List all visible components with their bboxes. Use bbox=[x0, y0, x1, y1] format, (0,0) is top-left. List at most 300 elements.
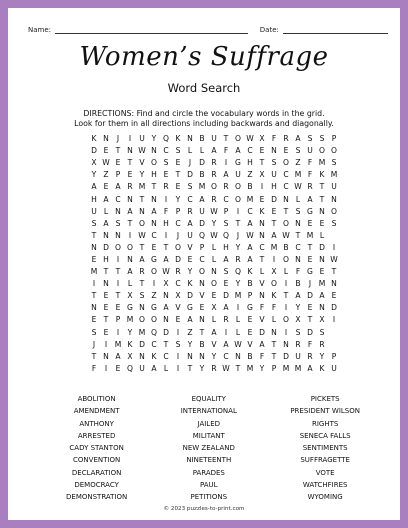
grid-letter[interactable]: I bbox=[116, 279, 120, 289]
grid-letter[interactable]: Y bbox=[91, 170, 97, 180]
grid-letter[interactable]: S bbox=[175, 339, 181, 349]
grid-letter[interactable]: S bbox=[163, 158, 169, 168]
grid-letter[interactable]: E bbox=[115, 158, 121, 168]
grid-letter[interactable]: S bbox=[319, 134, 325, 144]
grid-letter[interactable]: W bbox=[246, 230, 254, 240]
grid-letter[interactable]: R bbox=[139, 267, 145, 277]
grid-letter[interactable]: K bbox=[259, 206, 265, 216]
grid-letter[interactable]: M bbox=[294, 170, 302, 180]
grid-letter[interactable]: E bbox=[115, 303, 121, 313]
grid-letter[interactable]: P bbox=[115, 170, 121, 180]
grid-letter[interactable]: T bbox=[163, 242, 169, 252]
grid-letter[interactable]: Q bbox=[235, 267, 241, 277]
grid-letter[interactable]: S bbox=[331, 218, 337, 228]
grid-letter[interactable]: N bbox=[199, 351, 205, 361]
grid-letter[interactable]: T bbox=[307, 315, 313, 325]
grid-letter[interactable]: M bbox=[126, 315, 134, 325]
grid-letter[interactable]: T bbox=[319, 182, 325, 192]
grid-letter[interactable]: T bbox=[127, 158, 133, 168]
grid-letter[interactable]: P bbox=[247, 291, 253, 301]
grid-letter[interactable]: I bbox=[284, 327, 288, 337]
grid-letter[interactable]: T bbox=[175, 170, 181, 180]
grid-letter[interactable]: Y bbox=[175, 194, 181, 204]
grid-letter[interactable]: F bbox=[295, 267, 301, 277]
grid-letter[interactable]: I bbox=[116, 254, 120, 264]
grid-letter[interactable]: U bbox=[211, 134, 217, 144]
grid-letter[interactable]: N bbox=[259, 291, 265, 301]
grid-letter[interactable]: E bbox=[247, 327, 253, 337]
grid-letter[interactable]: O bbox=[127, 242, 133, 252]
grid-letter[interactable]: N bbox=[331, 194, 337, 204]
grid-letter[interactable]: O bbox=[283, 315, 289, 325]
grid-letter[interactable]: O bbox=[331, 146, 337, 156]
grid-letter[interactable]: T bbox=[91, 230, 97, 240]
grid-letter[interactable]: F bbox=[223, 146, 229, 156]
grid-letter[interactable]: F bbox=[259, 351, 265, 361]
grid-letter[interactable]: T bbox=[271, 339, 277, 349]
grid-letter[interactable]: N bbox=[199, 315, 205, 325]
grid-letter[interactable]: T bbox=[115, 291, 121, 301]
grid-letter[interactable]: Q bbox=[199, 230, 205, 240]
grid-letter[interactable]: F bbox=[163, 206, 169, 216]
grid-letter[interactable]: N bbox=[91, 303, 97, 313]
grid-letter[interactable]: I bbox=[164, 230, 168, 240]
grid-letter[interactable]: R bbox=[223, 315, 229, 325]
grid-letter[interactable]: L bbox=[127, 279, 133, 289]
grid-letter[interactable]: S bbox=[295, 146, 301, 156]
grid-letter[interactable]: L bbox=[211, 315, 217, 325]
grid-letter[interactable]: A bbox=[271, 230, 277, 240]
grid-letter[interactable]: C bbox=[163, 351, 169, 361]
grid-letter[interactable]: W bbox=[330, 254, 338, 264]
grid-letter[interactable]: F bbox=[307, 158, 313, 168]
grid-letter[interactable]: E bbox=[187, 254, 193, 264]
grid-letter[interactable]: G bbox=[127, 303, 133, 313]
grid-letter[interactable]: R bbox=[127, 182, 133, 192]
grid-letter[interactable]: N bbox=[139, 303, 145, 313]
grid-letter[interactable]: E bbox=[259, 194, 265, 204]
grid-letter[interactable]: O bbox=[283, 158, 289, 168]
grid-letter[interactable]: I bbox=[224, 327, 228, 337]
grid-letter[interactable]: V bbox=[175, 303, 181, 313]
grid-letter[interactable]: U bbox=[139, 134, 145, 144]
grid-letter[interactable]: G bbox=[247, 303, 253, 313]
grid-letter[interactable]: D bbox=[259, 327, 265, 337]
grid-letter[interactable]: O bbox=[151, 158, 157, 168]
grid-letter[interactable]: E bbox=[307, 254, 313, 264]
grid-letter[interactable]: N bbox=[91, 242, 97, 252]
grid-letter[interactable]: N bbox=[103, 351, 109, 361]
grid-letter[interactable]: H bbox=[103, 254, 109, 264]
grid-letter[interactable]: S bbox=[175, 146, 181, 156]
grid-letter[interactable]: N bbox=[163, 315, 169, 325]
grid-letter[interactable]: I bbox=[152, 279, 156, 289]
grid-letter[interactable]: R bbox=[211, 363, 217, 373]
grid-letter[interactable]: P bbox=[271, 363, 277, 373]
grid-letter[interactable]: F bbox=[91, 363, 97, 373]
grid-letter[interactable]: I bbox=[176, 363, 180, 373]
grid-letter[interactable]: Z bbox=[103, 170, 109, 180]
grid-letter[interactable]: I bbox=[104, 339, 108, 349]
grid-letter[interactable]: B bbox=[199, 339, 205, 349]
grid-letter[interactable]: O bbox=[271, 279, 277, 289]
grid-letter[interactable]: V bbox=[211, 339, 217, 349]
grid-letter[interactable]: A bbox=[235, 146, 241, 156]
grid-letter[interactable]: E bbox=[319, 267, 325, 277]
grid-letter[interactable]: X bbox=[259, 170, 265, 180]
grid-letter[interactable]: L bbox=[211, 254, 217, 264]
grid-letter[interactable]: D bbox=[307, 291, 313, 301]
grid-letter[interactable]: Y bbox=[295, 303, 301, 313]
grid-letter[interactable]: M bbox=[246, 194, 254, 204]
grid-letter[interactable]: K bbox=[319, 170, 325, 180]
grid-letter[interactable]: I bbox=[176, 351, 180, 361]
grid-letter[interactable]: X bbox=[175, 291, 181, 301]
grid-letter[interactable]: W bbox=[234, 339, 242, 349]
grid-letter[interactable]: N bbox=[151, 146, 157, 156]
grid-letter[interactable]: N bbox=[295, 254, 301, 264]
grid-letter[interactable]: N bbox=[319, 303, 325, 313]
grid-letter[interactable]: S bbox=[295, 327, 301, 337]
grid-letter[interactable]: T bbox=[271, 351, 277, 361]
grid-letter[interactable]: Y bbox=[235, 279, 241, 289]
grid-letter[interactable]: A bbox=[307, 194, 313, 204]
grid-letter[interactable]: E bbox=[103, 303, 109, 313]
grid-letter[interactable]: T bbox=[103, 315, 109, 325]
grid-letter[interactable]: S bbox=[139, 291, 145, 301]
grid-letter[interactable]: L bbox=[259, 267, 265, 277]
grid-letter[interactable]: D bbox=[283, 351, 289, 361]
grid-letter[interactable]: N bbox=[151, 218, 157, 228]
grid-letter[interactable]: A bbox=[247, 218, 253, 228]
grid-letter[interactable]: T bbox=[187, 363, 193, 373]
grid-letter[interactable]: V bbox=[259, 279, 265, 289]
grid-letter[interactable]: A bbox=[151, 363, 157, 373]
grid-letter[interactable]: I bbox=[176, 327, 180, 337]
grid-letter[interactable]: G bbox=[151, 303, 157, 313]
grid-letter[interactable]: N bbox=[331, 279, 337, 289]
grid-letter[interactable]: D bbox=[187, 291, 193, 301]
grid-letter[interactable]: W bbox=[138, 146, 146, 156]
grid-letter[interactable]: T bbox=[235, 218, 241, 228]
grid-letter[interactable]: J bbox=[116, 134, 120, 144]
grid-letter[interactable]: X bbox=[127, 351, 133, 361]
grid-letter[interactable]: P bbox=[115, 315, 121, 325]
grid-letter[interactable]: R bbox=[187, 206, 193, 216]
grid-letter[interactable]: T bbox=[319, 194, 325, 204]
grid-letter[interactable]: V bbox=[199, 291, 205, 301]
grid-letter[interactable]: M bbox=[270, 242, 278, 252]
grid-letter[interactable]: P bbox=[199, 242, 205, 252]
grid-letter[interactable]: U bbox=[91, 206, 97, 216]
grid-letter[interactable]: D bbox=[307, 327, 313, 337]
grid-letter[interactable]: A bbox=[223, 170, 229, 180]
grid-letter[interactable]: Y bbox=[127, 327, 133, 337]
grid-letter[interactable]: Y bbox=[151, 134, 157, 144]
grid-letter[interactable]: N bbox=[103, 134, 109, 144]
grid-letter[interactable]: U bbox=[235, 170, 241, 180]
grid-letter[interactable]: E bbox=[283, 146, 289, 156]
grid-letter[interactable]: L bbox=[187, 146, 193, 156]
grid-letter[interactable]: M bbox=[234, 291, 242, 301]
grid-letter[interactable]: M bbox=[138, 182, 146, 192]
grid-letter[interactable]: E bbox=[199, 303, 205, 313]
grid-letter[interactable]: U bbox=[271, 170, 277, 180]
grid-letter[interactable]: Y bbox=[211, 351, 217, 361]
grid-letter[interactable]: O bbox=[319, 146, 325, 156]
grid-letter[interactable]: I bbox=[128, 230, 132, 240]
grid-letter[interactable]: O bbox=[199, 267, 205, 277]
grid-letter[interactable]: Y bbox=[187, 339, 193, 349]
grid-letter[interactable]: H bbox=[223, 242, 229, 252]
grid-letter[interactable]: E bbox=[247, 315, 253, 325]
grid-letter[interactable]: T bbox=[295, 230, 301, 240]
grid-letter[interactable]: A bbox=[247, 254, 253, 264]
grid-letter[interactable]: A bbox=[295, 291, 301, 301]
grid-letter[interactable]: I bbox=[104, 363, 108, 373]
grid-letter[interactable]: K bbox=[247, 267, 253, 277]
grid-letter[interactable]: O bbox=[151, 315, 157, 325]
grid-letter[interactable]: D bbox=[319, 242, 325, 252]
grid-letter[interactable]: A bbox=[91, 182, 97, 192]
grid-letter[interactable]: R bbox=[295, 339, 301, 349]
grid-letter[interactable]: N bbox=[295, 218, 301, 228]
grid-letter[interactable]: X bbox=[91, 158, 97, 168]
grid-letter[interactable]: E bbox=[103, 291, 109, 301]
grid-letter[interactable]: W bbox=[246, 134, 254, 144]
grid-letter[interactable]: O bbox=[115, 242, 121, 252]
grid-letter[interactable]: N bbox=[199, 279, 205, 289]
grid-letter[interactable]: E bbox=[319, 218, 325, 228]
grid-letter[interactable]: I bbox=[236, 303, 240, 313]
grid-letter[interactable]: E bbox=[151, 242, 157, 252]
grid-letter[interactable]: L bbox=[271, 315, 277, 325]
grid-letter[interactable]: O bbox=[235, 182, 241, 192]
grid-letter[interactable]: I bbox=[236, 206, 240, 216]
grid-letter[interactable]: T bbox=[103, 267, 109, 277]
grid-letter[interactable]: A bbox=[151, 206, 157, 216]
grid-letter[interactable]: N bbox=[127, 194, 133, 204]
grid-letter[interactable]: Z bbox=[295, 158, 301, 168]
grid-letter[interactable]: U bbox=[331, 182, 337, 192]
grid-letter[interactable]: R bbox=[211, 158, 217, 168]
grid-letter[interactable]: L bbox=[235, 327, 241, 337]
grid-letter[interactable]: C bbox=[151, 230, 157, 240]
grid-letter[interactable]: E bbox=[223, 279, 229, 289]
grid-letter[interactable]: R bbox=[223, 182, 229, 192]
grid-letter[interactable]: N bbox=[187, 134, 193, 144]
grid-letter[interactable]: D bbox=[331, 303, 337, 313]
grid-letter[interactable]: F bbox=[307, 170, 313, 180]
grid-letter[interactable]: H bbox=[91, 194, 97, 204]
grid-letter[interactable]: E bbox=[259, 146, 265, 156]
grid-letter[interactable]: N bbox=[211, 267, 217, 277]
grid-letter[interactable]: G bbox=[151, 254, 157, 264]
grid-letter[interactable]: R bbox=[283, 134, 289, 144]
grid-letter[interactable]: B bbox=[247, 279, 253, 289]
grid-letter[interactable]: T bbox=[235, 363, 241, 373]
grid-letter[interactable]: Y bbox=[259, 363, 265, 373]
grid-letter[interactable]: Y bbox=[211, 218, 217, 228]
grid-letter[interactable]: V bbox=[187, 242, 193, 252]
grid-letter[interactable]: M bbox=[318, 158, 326, 168]
grid-letter[interactable]: I bbox=[224, 158, 228, 168]
grid-letter[interactable]: N bbox=[127, 146, 133, 156]
grid-letter[interactable]: K bbox=[127, 339, 133, 349]
grid-letter[interactable]: E bbox=[163, 170, 169, 180]
grid-letter[interactable]: D bbox=[199, 218, 205, 228]
grid-letter[interactable]: T bbox=[91, 351, 97, 361]
grid-letter[interactable]: W bbox=[162, 267, 170, 277]
grid-letter[interactable]: N bbox=[151, 194, 157, 204]
grid-letter[interactable]: N bbox=[163, 291, 169, 301]
grid-letter[interactable]: E bbox=[91, 315, 97, 325]
grid-letter[interactable]: A bbox=[115, 351, 121, 361]
grid-letter[interactable]: X bbox=[211, 303, 217, 313]
grid-letter[interactable]: A bbox=[103, 194, 109, 204]
grid-letter[interactable]: N bbox=[319, 206, 325, 216]
grid-letter[interactable]: M bbox=[318, 279, 326, 289]
grid-letter[interactable]: K bbox=[187, 279, 193, 289]
grid-letter[interactable]: D bbox=[199, 158, 205, 168]
grid-letter[interactable]: S bbox=[223, 267, 229, 277]
grid-letter[interactable]: D bbox=[271, 194, 277, 204]
grid-letter[interactable]: E bbox=[211, 291, 217, 301]
grid-letter[interactable]: P bbox=[331, 134, 337, 144]
grid-letter[interactable]: C bbox=[163, 146, 169, 156]
grid-letter[interactable]: O bbox=[151, 267, 157, 277]
grid-letter[interactable]: O bbox=[139, 218, 145, 228]
grid-letter[interactable]: Y bbox=[139, 170, 145, 180]
grid-letter[interactable]: E bbox=[103, 327, 109, 337]
grid-letter[interactable]: L bbox=[283, 267, 289, 277]
grid-letter[interactable]: A bbox=[199, 194, 205, 204]
grid-letter[interactable]: K bbox=[91, 134, 97, 144]
grid-letter[interactable]: A bbox=[223, 339, 229, 349]
grid-letter[interactable]: S bbox=[223, 218, 229, 228]
grid-letter[interactable]: I bbox=[272, 254, 276, 264]
grid-letter[interactable]: T bbox=[307, 242, 313, 252]
grid-letter[interactable]: E bbox=[175, 315, 181, 325]
grid-letter[interactable]: M bbox=[198, 182, 206, 192]
grid-letter[interactable]: S bbox=[331, 158, 337, 168]
grid-letter[interactable]: Z bbox=[187, 327, 193, 337]
grid-letter[interactable]: A bbox=[211, 327, 217, 337]
grid-letter[interactable]: N bbox=[283, 339, 289, 349]
grid-letter[interactable]: F bbox=[271, 134, 277, 144]
grid-letter[interactable]: T bbox=[283, 206, 289, 216]
grid-letter[interactable]: A bbox=[211, 146, 217, 156]
grid-letter[interactable]: W bbox=[282, 230, 290, 240]
grid-letter[interactable]: E bbox=[91, 254, 97, 264]
grid-letter[interactable]: H bbox=[163, 218, 169, 228]
grid-letter[interactable]: C bbox=[199, 254, 205, 264]
grid-letter[interactable]: T bbox=[115, 267, 121, 277]
grid-letter[interactable]: J bbox=[308, 279, 312, 289]
grid-letter[interactable]: N bbox=[187, 351, 193, 361]
grid-letter[interactable]: N bbox=[283, 194, 289, 204]
grid-letter[interactable]: E bbox=[175, 158, 181, 168]
grid-letter[interactable]: L bbox=[163, 363, 169, 373]
grid-letter[interactable]: R bbox=[235, 254, 241, 264]
grid-letter[interactable]: M bbox=[114, 339, 122, 349]
grid-letter[interactable]: X bbox=[127, 291, 133, 301]
grid-letter[interactable]: A bbox=[127, 267, 133, 277]
grid-letter[interactable]: R bbox=[211, 194, 217, 204]
grid-letter[interactable]: G bbox=[307, 206, 313, 216]
grid-letter[interactable]: D bbox=[91, 146, 97, 156]
grid-letter[interactable]: A bbox=[139, 254, 145, 264]
grid-letter[interactable]: I bbox=[128, 134, 132, 144]
grid-letter[interactable]: R bbox=[319, 339, 325, 349]
grid-letter[interactable]: E bbox=[307, 218, 313, 228]
grid-letter[interactable]: L bbox=[295, 194, 301, 204]
grid-letter[interactable]: E bbox=[103, 146, 109, 156]
grid-letter[interactable]: S bbox=[91, 218, 97, 228]
grid-letter[interactable]: Q bbox=[127, 363, 133, 373]
grid-letter[interactable]: C bbox=[151, 339, 157, 349]
grid-letter[interactable]: N bbox=[319, 254, 325, 264]
grid-letter[interactable]: R bbox=[163, 182, 169, 192]
grid-letter[interactable]: N bbox=[271, 327, 277, 337]
grid-letter[interactable]: A bbox=[163, 254, 169, 264]
grid-letter[interactable]: Q bbox=[163, 134, 169, 144]
grid-letter[interactable]: C bbox=[247, 206, 253, 216]
grid-letter[interactable]: Y bbox=[187, 267, 193, 277]
grid-letter[interactable]: J bbox=[188, 158, 192, 168]
grid-letter[interactable]: V bbox=[247, 339, 253, 349]
grid-letter[interactable]: L bbox=[319, 230, 325, 240]
grid-letter[interactable]: N bbox=[127, 254, 133, 264]
grid-letter[interactable]: K bbox=[151, 351, 157, 361]
grid-letter[interactable]: C bbox=[295, 242, 301, 252]
grid-letter[interactable]: W bbox=[210, 230, 218, 240]
grid-letter[interactable]: Y bbox=[319, 351, 325, 361]
grid-letter[interactable]: N bbox=[139, 206, 145, 216]
grid-letter[interactable]: W bbox=[210, 206, 218, 216]
grid-letter[interactable]: T bbox=[331, 267, 337, 277]
grid-letter[interactable]: S bbox=[271, 158, 277, 168]
grid-letter[interactable]: W bbox=[138, 230, 146, 240]
grid-letter[interactable]: C bbox=[247, 146, 253, 156]
grid-letter[interactable]: N bbox=[115, 230, 121, 240]
grid-letter[interactable]: U bbox=[331, 363, 337, 373]
grid-letter[interactable]: B bbox=[247, 182, 253, 192]
grid-letter[interactable]: A bbox=[163, 303, 169, 313]
grid-letter[interactable]: O bbox=[175, 242, 181, 252]
grid-letter[interactable]: T bbox=[259, 158, 265, 168]
grid-letter[interactable]: L bbox=[235, 315, 241, 325]
grid-letter[interactable]: D bbox=[223, 291, 229, 301]
grid-letter[interactable]: K bbox=[319, 363, 325, 373]
grid-letter[interactable]: E bbox=[115, 363, 121, 373]
grid-letter[interactable]: C bbox=[175, 218, 181, 228]
grid-letter[interactable]: O bbox=[235, 194, 241, 204]
grid-letter[interactable]: M bbox=[330, 170, 338, 180]
grid-letter[interactable]: P bbox=[223, 206, 229, 216]
grid-letter[interactable]: M bbox=[294, 363, 302, 373]
grid-letter[interactable]: E bbox=[271, 206, 277, 216]
grid-letter[interactable]: B bbox=[199, 170, 205, 180]
grid-letter[interactable]: R bbox=[307, 182, 313, 192]
grid-letter[interactable]: R bbox=[307, 351, 313, 361]
grid-letter[interactable]: X bbox=[259, 134, 265, 144]
grid-letter[interactable]: G bbox=[235, 158, 241, 168]
grid-letter[interactable]: N bbox=[235, 351, 241, 361]
grid-letter[interactable]: N bbox=[259, 230, 265, 240]
grid-letter[interactable]: U bbox=[199, 206, 205, 216]
grid-letter[interactable]: A bbox=[127, 206, 133, 216]
